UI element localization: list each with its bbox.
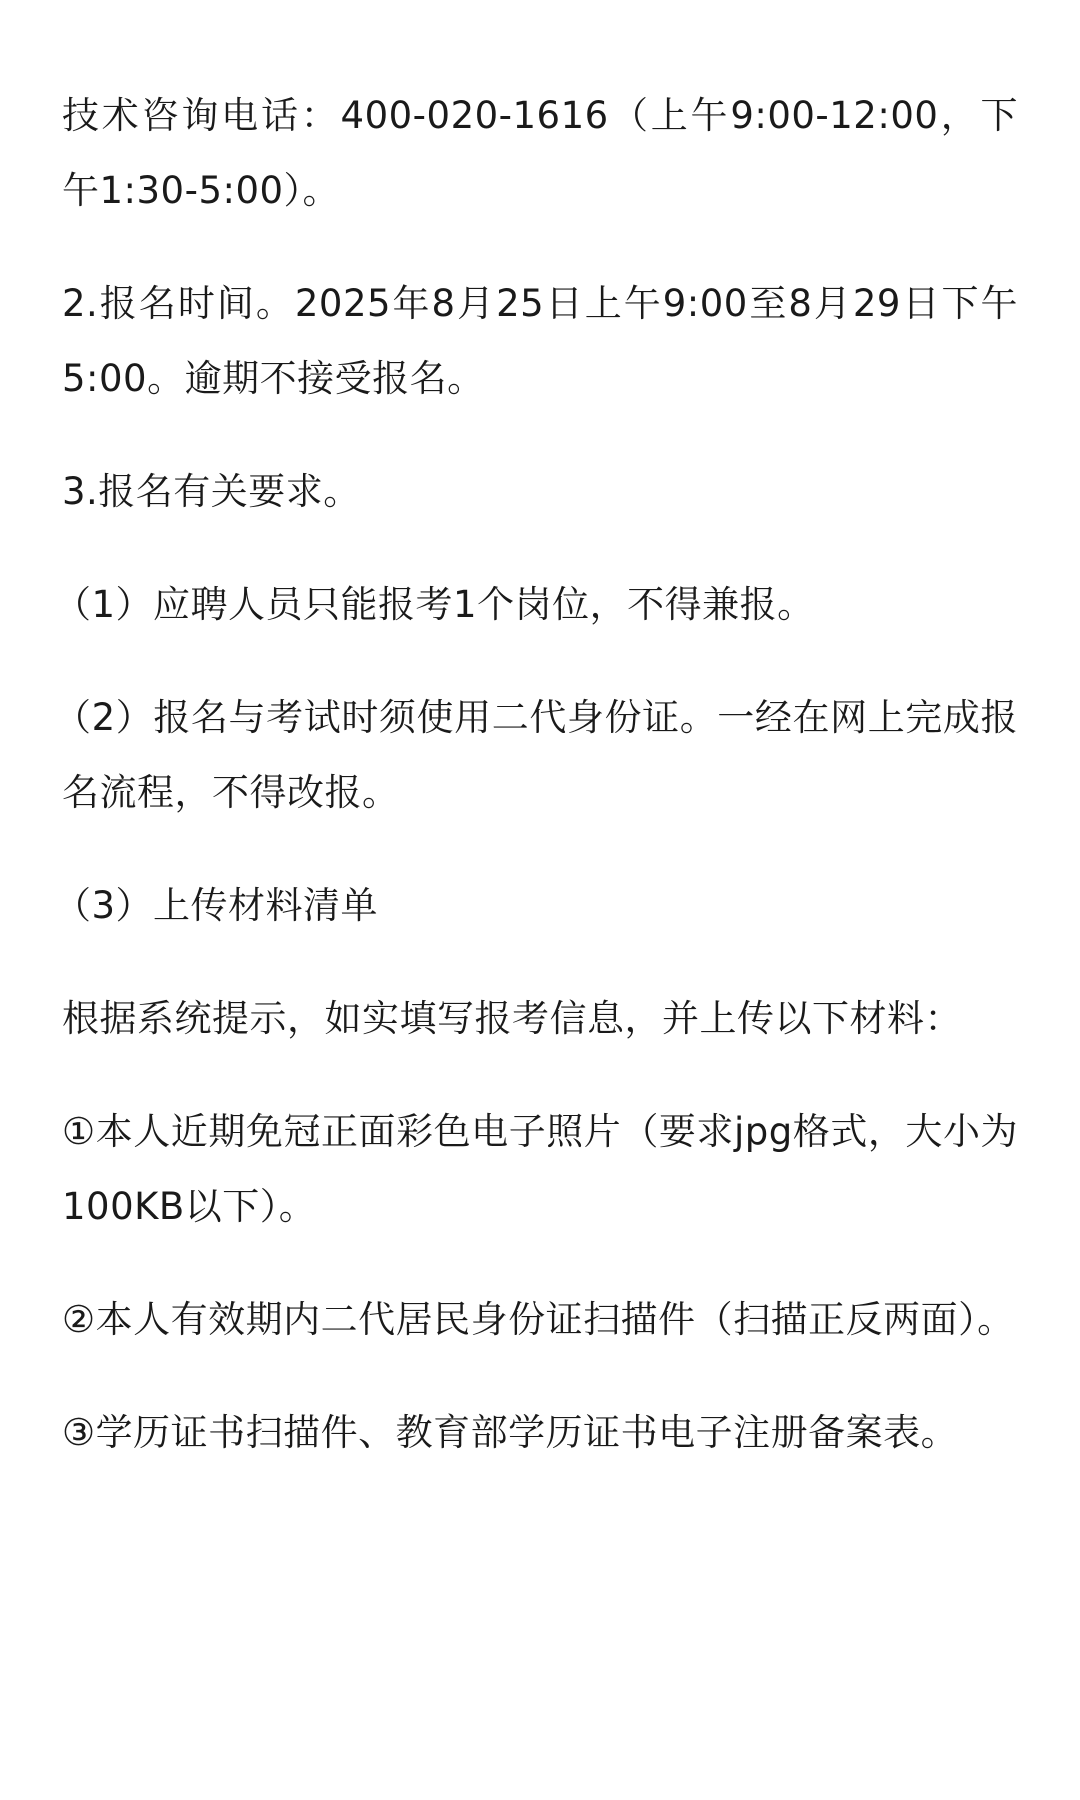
paragraph-requirement-3-heading: （3）上传材料清单 xyxy=(54,884,379,927)
paragraph-registration-requirements-heading: 3.报名有关要求。 xyxy=(62,470,361,513)
paragraph-tech-hotline: 技术咨询电话：400-020-1616（上午9:00-12:00，下午1:30-5:00）。 xyxy=(62,94,1018,212)
paragraph-requirement-1: （1）应聘人员只能报考1个岗位，不得兼报。 xyxy=(54,583,815,626)
paragraph-upload-intro: 根据系统提示，如实填写报考信息，并上传以下材料： xyxy=(62,997,962,1040)
article-body xyxy=(54,78,1018,1508)
list-item-photo: ①本人近期免冠正面彩色电子照片（要求jpg格式，大小为100KB以下）。 xyxy=(62,1110,1018,1228)
paragraph-registration-time: 2.报名时间。2025年8月25日上午9:00至8月29日下午5:00。逾期不接受报名。 xyxy=(62,282,1018,400)
list-item-id-card: ②本人有效期内二代居民身份证扫描件（扫描正反两面）。 xyxy=(62,1298,1015,1341)
paragraph-requirement-2: （2）报名与考试时须使用二代身份证。一经在网上完成报名流程，不得改报。 xyxy=(54,696,1018,814)
list-item-diploma: ③学历证书扫描件、教育部学历证书电子注册备案表。 xyxy=(62,1411,959,1454)
